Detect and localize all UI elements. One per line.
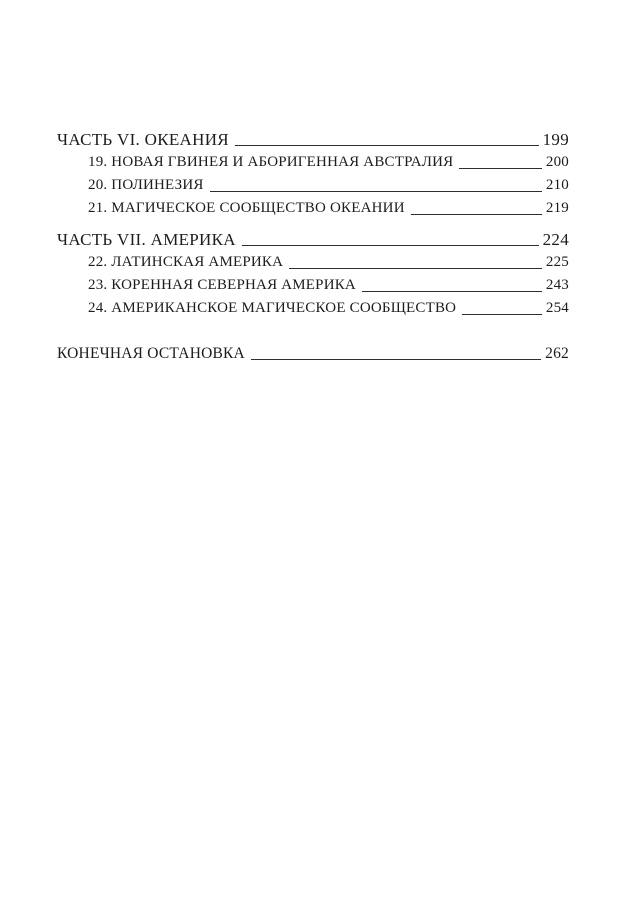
toc-entry-part-vii [57, 228, 569, 251]
toc-entry-title: ЧАСТЬ VI. ОКЕАНИЯ [57, 130, 229, 149]
toc-entry-title: КОНЕЧНАЯ ОСТАНОВКА [57, 345, 245, 362]
toc-page-number: 262 [545, 345, 569, 362]
toc-entry-title: 20. ПОЛИНЕЗИЯ [88, 177, 204, 193]
toc-entry-title: 19. НОВАЯ ГВИНЕЯ И АБОРИГЕННАЯ АВСТРАЛИЯ [88, 154, 454, 170]
toc-entry-title: 21. МАГИЧЕСКОЕ СООБЩЕСТВО ОКЕАНИИ [88, 200, 405, 216]
toc-leader-line [462, 313, 542, 315]
toc-leader-line [362, 290, 542, 292]
toc-page-number: 225 [545, 254, 569, 270]
toc-entry-chapter-22 [57, 251, 569, 274]
toc-entry-final-stop [57, 342, 569, 365]
toc-leader-line [289, 267, 542, 269]
toc-entry-chapter-19 [57, 151, 569, 174]
toc-entry-chapter-20 [57, 174, 569, 197]
toc-leader-line [210, 190, 542, 192]
toc-leader-line [459, 167, 542, 169]
toc-leader-line [411, 213, 542, 215]
toc-entry-chapter-24 [57, 297, 569, 320]
toc-page-number: 243 [545, 277, 569, 293]
toc-page-number: 199 [542, 130, 569, 149]
toc-entry-part-vi [57, 128, 569, 151]
toc-page-number: 210 [545, 177, 569, 193]
toc-page-number: 200 [545, 154, 569, 170]
toc-page-number: 254 [545, 300, 569, 316]
table-of-contents [57, 128, 569, 365]
toc-entry-chapter-23 [57, 274, 569, 297]
toc-entry-title: 22. ЛАТИНСКАЯ АМЕРИКА [88, 254, 284, 270]
toc-entry-title: 24. АМЕРИКАНСКОЕ МАГИЧЕСКОЕ СООБЩЕСТВО [88, 300, 457, 316]
toc-leader-line [251, 358, 541, 360]
toc-page-number: 224 [542, 230, 569, 249]
toc-entry-title: 23. КОРЕННАЯ СЕВЕРНАЯ АМЕРИКА [88, 277, 356, 293]
toc-page-number: 219 [545, 200, 569, 216]
toc-entry-title: ЧАСТЬ VII. АМЕРИКА [57, 230, 236, 249]
toc-entry-chapter-21 [57, 197, 569, 220]
toc-leader-line [242, 244, 539, 246]
toc-leader-line [235, 144, 539, 146]
